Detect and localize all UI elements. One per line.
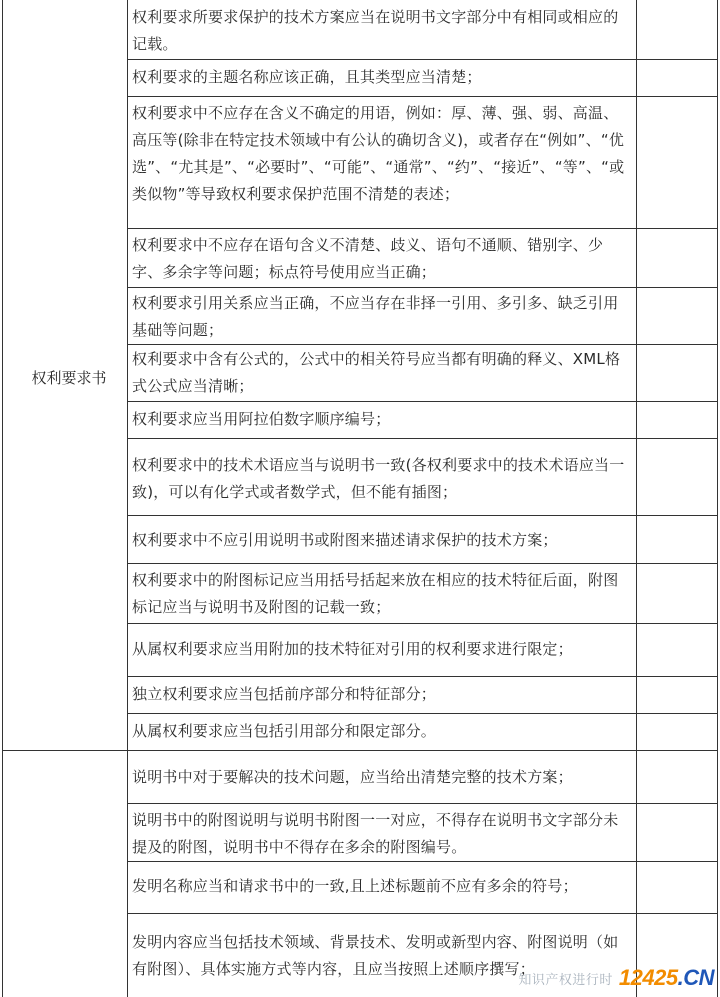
section-label-claims: 权利要求书 <box>31 369 107 387</box>
table-row: 独立权利要求应当包括前序部分和特征部分； <box>132 685 437 703</box>
table-row: 权利要求中含有公式的，公式中的相关符号应当都有明确的释义、XML格式公式应当清晰； <box>132 350 621 395</box>
row-divider <box>127 438 718 439</box>
table-row: 权利要求中的技术术语应当与说明书一致(各权利要求中的技术术语应当一致)，可以有化学式或者数学式，但不能有插图； <box>132 456 625 501</box>
row-divider <box>127 623 718 624</box>
row-divider <box>127 861 718 862</box>
table-row: 发明名称应当和请求书中的一致,且上述标题前不应有多余的符号； <box>132 877 578 895</box>
row-divider <box>127 96 718 97</box>
row-divider <box>127 515 718 516</box>
row-divider <box>127 59 718 60</box>
section-divider <box>2 750 718 751</box>
table-row: 权利要求引用关系应当正确，不应当存在非择一引用、多引多、缺乏引用基础等问题； <box>132 294 619 339</box>
table-row: 权利要求中不应存在含义不确定的用语，例如：厚、薄、强、弱、高温、高压等(除非在特定技术领域中有公认的确切含义)，或者存在“例如”、“优选”、“尤其是”、“必要时”、“可能”、“通常”、“约”、“接近”、“等”、“或类似物”等导致权利要求保护范围不清楚的表述； <box>132 104 625 203</box>
column-divider-label <box>127 0 128 997</box>
table-row: 从属权利要求应当用附加的技术特征对引用的权利要求进行限定； <box>132 640 573 658</box>
table-row: 发明内容应当包括技术领域、背景技术、发明或新型内容、附图说明（如有附图）、具体实施方式等内容，且应当按照上述顺序撰写； <box>132 933 619 978</box>
table-row: 权利要求中不应引用说明书或附图来描述请求保护的技术方案； <box>132 531 558 549</box>
row-divider <box>127 563 718 564</box>
row-divider <box>127 344 718 345</box>
table-row: 从属权利要求应当包括引用部分和限定部分。 <box>132 722 437 740</box>
table-row: 权利要求中的附图标记应当用括号括起来放在相应的技术特征后面，附图标记应当与说明书及附图的记载一致； <box>132 571 619 616</box>
row-divider <box>127 401 718 402</box>
row-divider <box>127 287 718 288</box>
table-row: 权利要求中不应存在语句含义不清楚、歧义、语句不通顺、错别字、少字、多余字等问题；标点符号使用应当正确； <box>132 236 604 281</box>
row-divider <box>127 913 718 914</box>
table-border-right <box>717 0 718 997</box>
row-divider <box>127 676 718 677</box>
table-row: 权利要求所要求保护的技术方案应当在说明书文字部分中有相同或相应的记载。 <box>132 8 619 53</box>
table-row: 说明书中对于要解决的技术问题，应当给出清楚完整的技术方案； <box>132 768 573 786</box>
table-row: 说明书中的附图说明与说明书附图一一对应，不得存在说明书文字部分未提及的附图，说明书中不得存在多余的附图编号。 <box>132 811 619 856</box>
row-divider <box>127 228 718 229</box>
table-row: 权利要求应当用阿拉伯数字顺序编号； <box>132 410 391 428</box>
column-divider-check <box>636 0 637 997</box>
table-border-left <box>2 0 3 997</box>
table-row: 权利要求的主题名称应该正确，且其类型应当清楚； <box>132 68 482 86</box>
row-divider <box>127 713 718 714</box>
row-divider <box>127 803 718 804</box>
site-logo: 12425.CN <box>618 965 714 990</box>
wechat-account-label: 知识产权进行时 <box>518 972 613 988</box>
